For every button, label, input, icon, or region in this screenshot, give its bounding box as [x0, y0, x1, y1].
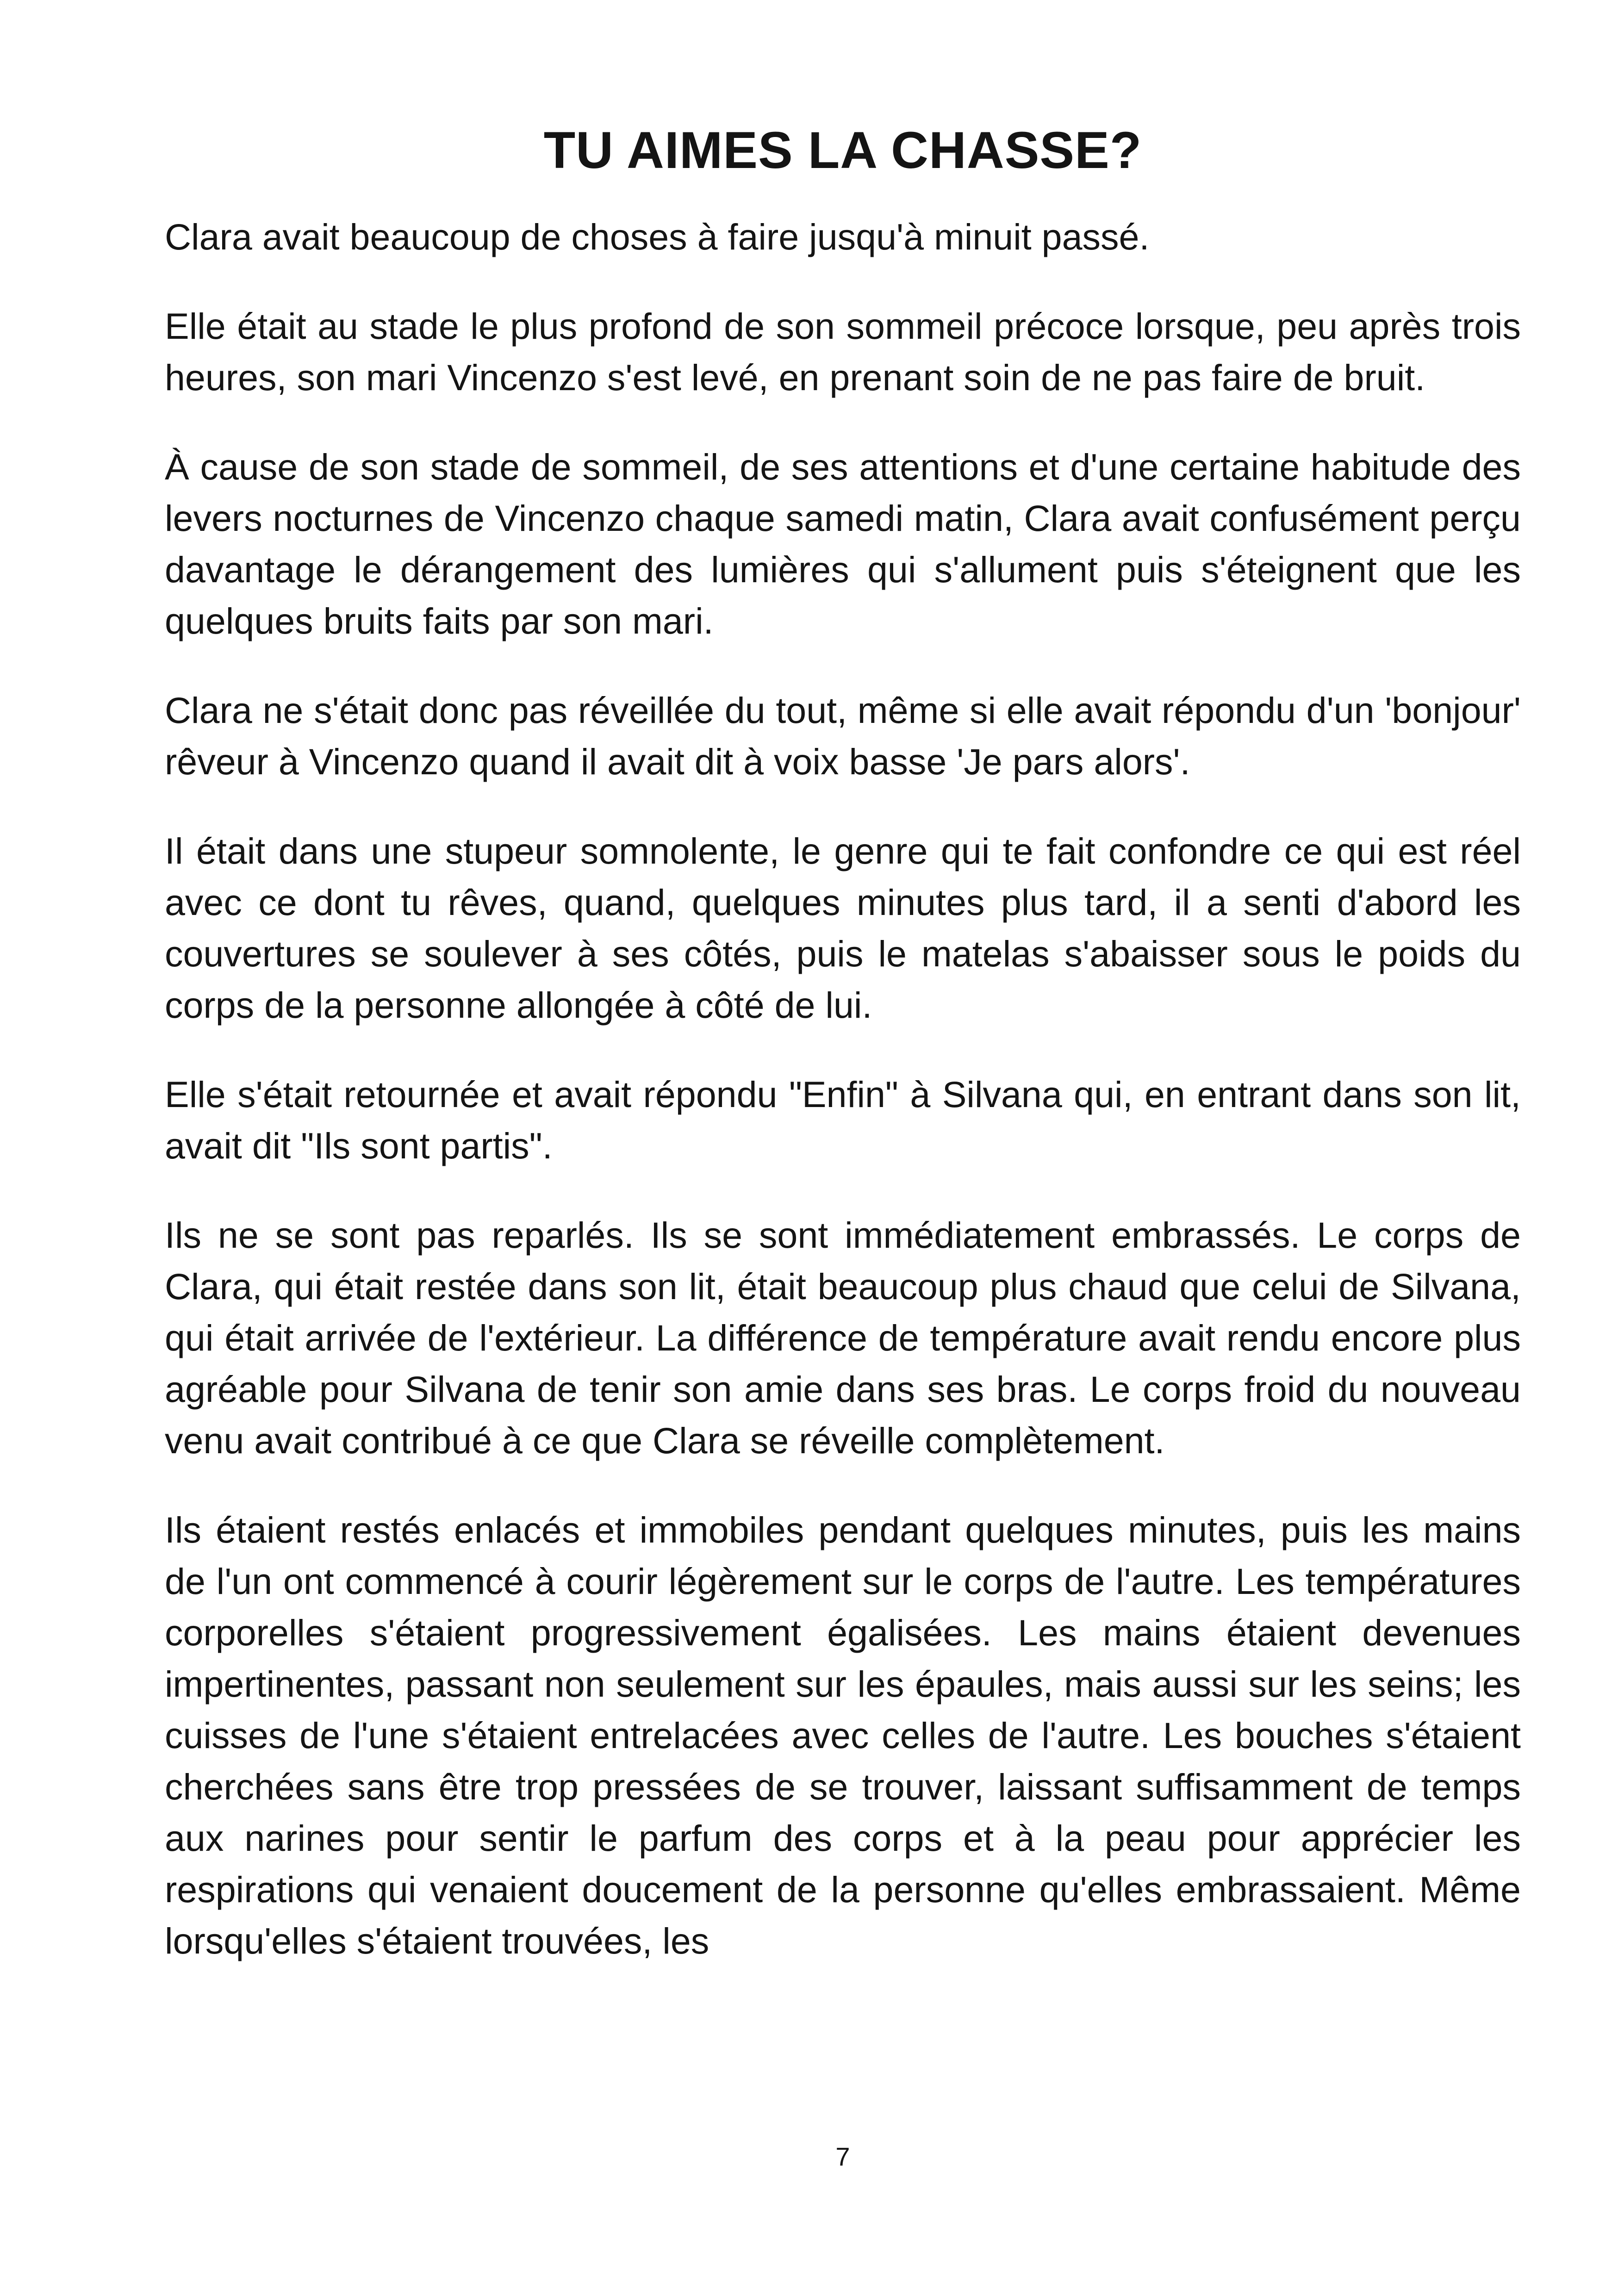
- document-page: [165, 0, 1521, 2296]
- paragraph-2: Elle était au stade le plus profond de son sommeil précoce lorsque, peu après trois heures, son mari Vincenzo s'est levé, en prenant soin de ne pas faire de bruit.: [165, 305, 1521, 398]
- body-text: [165, 211, 1521, 2004]
- paragraph-1: Clara avait beaucoup de choses à faire jusqu'à minuit passé.: [165, 216, 1150, 257]
- paragraph-3: À cause de son stade de sommeil, de ses attentions et d'une certaine habitude des levers nocturnes de Vincenzo chaque samedi matin, Clara avait confusément perçu davantage le dérangement des lumières qui s'allument puis s'éteignent que les quelques bruits faits par son mari.: [165, 446, 1521, 641]
- paragraph-6: Elle s'était retournée et avait répondu "Enfin" à Silvana qui, en entrant dans son lit, avait dit "Ils sont partis".: [165, 1074, 1521, 1166]
- paragraph-4: Clara ne s'était donc pas réveillée du tout, même si elle avait répondu d'un 'bonjour' rêveur à Vincenzo quand il avait dit à voix basse 'Je pars alors'.: [165, 690, 1521, 782]
- paragraph-5: Il était dans une stupeur somnolente, le genre qui te fait confondre ce qui est réel avec ce dont tu rêves, quand, quelques minutes plus tard, il a senti d'abord les couvertures se soulever à ses côtés, puis le matelas s'abaisser sous le poids du corps de la personne allongée à côté de lui.: [165, 830, 1521, 1026]
- paragraph-7: Ils ne se sont pas reparlés. Ils se sont immédiatement embrassés. Le corps de Clara, qui était restée dans son lit, était beaucoup plus chaud que celui de Silvana, qui était arrivée de l'extérieur. La différence de température avait rendu encore plus agréable pour Silvana de tenir son amie dans ses bras. Le corps froid du nouveau venu avait contribué à ce que Clara se réveille complètement.: [165, 1214, 1521, 1461]
- paragraph-8: Ils étaient restés enlacés et immobiles pendant quelques minutes, puis les mains de l'un ont commencé à courir légèrement sur le corps de l'autre. Les températures corporelles s'étaient progressivement égalisées. Les mains étaient devenues impertinentes, passant non seulement sur les épaules, mais aussi sur les seins; les cuisses de l'une s'étaient entrelacées avec celles de l'autre. Les bouches s'étaient cherchées sans être trop pressées de se trouver, laissant suffisamment de temps aux narines pour sentir le parfum des corps et à la peau pour apprécier les respirations qui venaient doucement de la personne qu'elles embrassaient. Même lorsqu'elles s'étaient trouvées, les: [165, 1509, 1521, 1961]
- page-number: 7: [835, 2142, 850, 2171]
- page-title: TU AIMES LA CHASSE?: [543, 121, 1142, 179]
